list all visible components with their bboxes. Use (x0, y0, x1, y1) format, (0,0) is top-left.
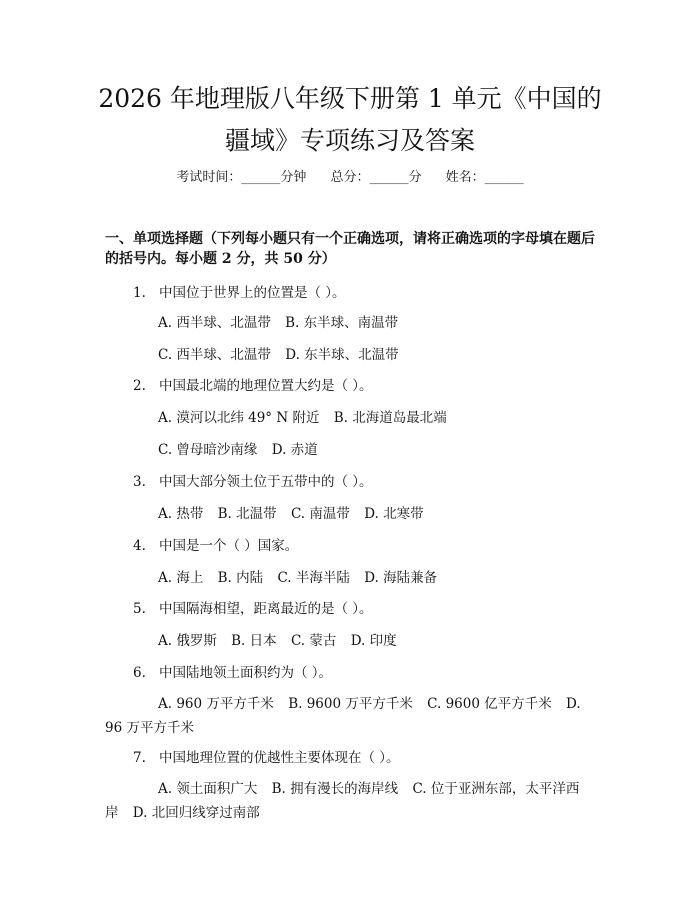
question-3 (133, 472, 603, 492)
question-text: 中国最北端的地理位置大约是（ ）。 (159, 378, 373, 394)
question-5-options (158, 631, 598, 651)
title-line-2: 疆域》专项练习及答案 (224, 126, 475, 155)
question-2 (133, 376, 603, 396)
question-number: 5. (133, 601, 146, 617)
option-d: D. 印度 (350, 633, 397, 649)
question-number: 1. (133, 285, 146, 301)
option-b: B. 9600 万平方千米 (288, 696, 413, 712)
question-4 (133, 536, 603, 556)
option-d: D. 东半球、北温带 (285, 347, 399, 363)
option-a: A. 领土面积广大 (158, 781, 258, 797)
option-b: B. 东半球、南温带 (285, 315, 399, 331)
title-line-1: 2026 年地理版八年级下册第 1 单元《中国的 (98, 84, 602, 113)
option-b: B. 拥有漫长的海岸线 (271, 781, 399, 797)
option-d: D. 赤道 (271, 442, 318, 458)
option-b: B. 北温带 (217, 506, 277, 522)
option-b: B. 日本 (231, 633, 277, 649)
option-d: D. 北回归线穿过南部 (132, 805, 260, 821)
option-c: C. 位于亚洲东部，太平洋西岸 (105, 781, 580, 821)
section-header: 一、单项选择题（下列每小题只有一个正确选项，请将正确选项的字母填在题后的括号内。每小题 2 分，共 50 分） (105, 231, 595, 267)
question-text: 中国位于世界上的位置是（ ）。 (159, 285, 346, 301)
option-a: A. 俄罗斯 (158, 633, 217, 649)
exam-score: 总分：______分 (330, 170, 422, 185)
question-6-options (105, 692, 595, 740)
question-2-options-row-1 (158, 408, 598, 428)
question-2-options-row-2 (158, 440, 598, 460)
option-c: C. 蒙古 (290, 633, 337, 649)
question-1-options-row-2 (158, 345, 598, 365)
option-d: D. 海陆兼备 (364, 570, 438, 586)
question-text: 中国地理位置的优越性主要体现在（ ）。 (159, 750, 400, 766)
option-c: C. 曾母暗沙南缘 (158, 442, 258, 458)
option-a: A. 960 万平方千米 (158, 696, 274, 712)
option-b: B. 内陆 (217, 570, 264, 586)
question-text: 中国是一个（ ）国家。 (159, 538, 299, 554)
student-name: 姓名：______ (445, 170, 524, 185)
question-text: 中国陆地领土面积约为（ ）。 (159, 665, 333, 681)
question-1 (133, 283, 603, 303)
question-number: 2. (133, 378, 146, 394)
option-c: C. 西半球、北温带 (158, 347, 271, 363)
option-d: D. 北寒带 (364, 506, 424, 522)
exam-meta (0, 168, 700, 188)
question-number: 3. (133, 474, 146, 490)
option-c: C. 9600 亿平方千米 (427, 696, 552, 712)
question-4-options (158, 568, 598, 588)
option-a: A. 西半球、北温带 (158, 315, 271, 331)
question-text: 中国隔海相望，距离最近的是（ ）。 (159, 601, 373, 617)
question-6 (133, 663, 603, 683)
question-1-options-row-1 (158, 313, 598, 333)
option-d: D. 96 万平方千米 (105, 696, 581, 736)
question-7-options (105, 777, 595, 825)
question-3-options (158, 504, 598, 524)
option-c: C. 南温带 (290, 506, 350, 522)
question-number: 4. (133, 538, 146, 554)
question-7 (133, 748, 603, 768)
option-b: B. 北海道岛最北端 (333, 410, 447, 426)
question-5 (133, 599, 603, 619)
option-a: A. 海上 (158, 570, 204, 586)
question-number: 7. (133, 750, 146, 766)
question-text: 中国大部分领土位于五带中的（ ）。 (159, 474, 373, 490)
exam-time: 考试时间：______分钟 (176, 170, 307, 185)
page-title (60, 78, 640, 162)
option-c: C. 半海半陆 (277, 570, 350, 586)
option-a: A. 热带 (158, 506, 204, 522)
option-a: A. 漠河以北纬 49° N 附近 (158, 410, 320, 426)
question-number: 6. (133, 665, 146, 681)
